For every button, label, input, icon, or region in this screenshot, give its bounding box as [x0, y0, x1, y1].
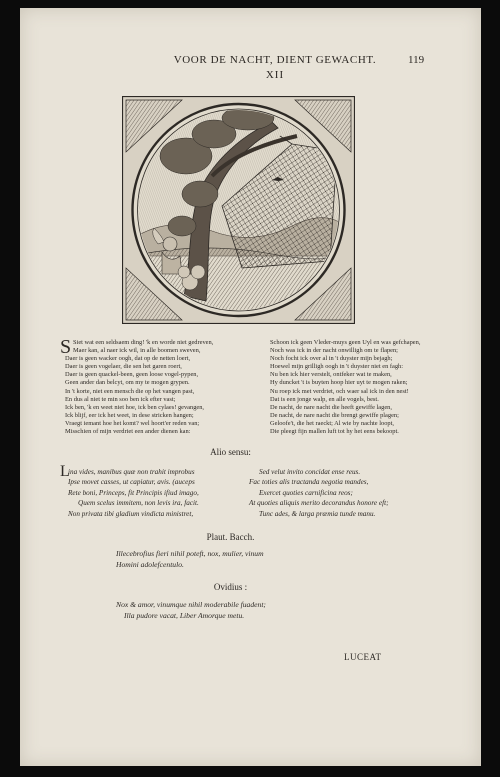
quote-line: Homini adolefcentulo.: [116, 560, 184, 569]
dropcap-l: L: [60, 463, 70, 480]
ovid-quote: [0, 599, 461, 621]
verse-line: Non privata tibi gladium vindicta ministret,: [68, 509, 194, 518]
poem-line: Ick ben, 'k en weet niet hoe, ick ben cylaes! gevangen,: [65, 403, 205, 411]
page-number: 119: [408, 54, 425, 66]
poem-line: Dat is een jonge walp, en alle vogels, best.: [270, 395, 379, 403]
catchword: LUCEAT: [344, 652, 382, 662]
poem-line: Misschien of mijn verdriet een ander dienen kan:: [65, 428, 191, 436]
poem-line: Hoewel mijn grilligh oogh in 't duyster niet en fagh:: [270, 363, 404, 371]
poem-line: En dus al niet te min soo ben ick efter vast;: [65, 395, 176, 403]
poem-line: Geen ander dan belcyt, om my te mogen grypen.: [65, 379, 190, 387]
poem-line: Nu roep ick met verdriet, och waer sal ick in den nest!: [270, 387, 409, 395]
poem-line: Nu ben ick hier verstelt, ontfeker wat te maken,: [270, 371, 392, 379]
verse-line: Quem scelus immitem, non levis ira, facit.: [78, 499, 199, 508]
plautus-quote: [0, 548, 461, 570]
alio-sensu-heading: Alio sensu:: [210, 447, 251, 457]
poem-line: Daer is geen wacker oogh, dat op de netten loert,: [65, 355, 191, 363]
verse-line: Fac toties alis tractanda negotia mandes,: [249, 478, 369, 487]
ovid-heading: Ovidius :: [213, 582, 248, 592]
latin-verse-left: [68, 467, 268, 519]
poem-line: Daer is geen vogelaer, die sen het garen roert,: [65, 363, 182, 371]
poem-line: Daer is geen quackel-been, geen loose vogel-pypen,: [65, 371, 199, 379]
poem-line: Siet wat een seldsaem ding! 'k en worde niet gedreven,: [73, 339, 214, 346]
poem-line: De nacht, de nare nacht die heeft gewiffe lagen,: [270, 403, 392, 411]
latin-verse-right: [249, 467, 449, 519]
dutch-poem-left: [65, 339, 265, 436]
poem-line: Ick blijf, eer ick het weet, in dese stricken hangen;: [65, 411, 194, 419]
poem-line: De nacht, de nare nacht die brengt gewiffe plagen;: [270, 411, 399, 419]
quote-line: Nox & amor, vinumque nihil moderabile fuadent;: [116, 600, 266, 609]
quote-line: Illecebrofius fieri nihil poteft, nox, mulier, vinum: [116, 549, 264, 558]
verse-line: Exercet quoties carnificina reos;: [259, 488, 353, 497]
verse-line: Tunc ades, & larga præmia tunde manu.: [259, 509, 376, 518]
dropcap-s: S: [60, 336, 72, 358]
poem-line: In 't korte, niet een mensch die op het vangen past,: [65, 387, 195, 395]
poem-line: Maer kan, al naer ick wil, in alle boomen sweven,: [73, 347, 201, 355]
poem-line: Hy duncket 't is buyten hoop hier uyt te mogen raken;: [270, 379, 408, 387]
verse-line: Ipse movet casses, ut capiatur, avis. (auceps: [68, 478, 195, 487]
plate-number: XII: [265, 69, 285, 81]
verse-line: Sed velut invito concidat ense reus.: [259, 468, 361, 476]
verse-line: ina vides, manibus quæ non trahit improbus: [68, 468, 195, 476]
poem-line: Die pleegt fijn mallen luft tot hy het eens bekoopt.: [270, 428, 399, 436]
poem-line: Schoon ick geen Vleder-muys geen Uyl en was gefchapen,: [270, 339, 421, 346]
poem-line: Vraegt iemant hoe het komt? wel hoort'er reden van;: [65, 419, 200, 427]
poem-line: Noch was ick in der nacht onwilligh om te flapen;: [270, 347, 398, 355]
poem-line: Noch focht ick over al in 't duyster mijn bejagh;: [270, 355, 393, 363]
quote-line: Illa pudore vacat, Liber Amorque metu.: [124, 611, 245, 620]
verse-line: Rete boni, Princeps, fit Principis ifiud imago,: [68, 488, 199, 497]
verse-line: At quoties aliquis merito decorandus honore eft;: [249, 499, 389, 508]
poem-line: Geloofe't, die het raeckt; Al wie by nachte loopt,: [270, 419, 394, 427]
engraving-plate: [122, 96, 355, 324]
dutch-poem-right: [270, 339, 450, 436]
plautus-heading: Plaut. Bacch.: [206, 532, 255, 542]
running-title: VOOR DE NACHT, DIENT GEWACHT.: [173, 54, 377, 66]
